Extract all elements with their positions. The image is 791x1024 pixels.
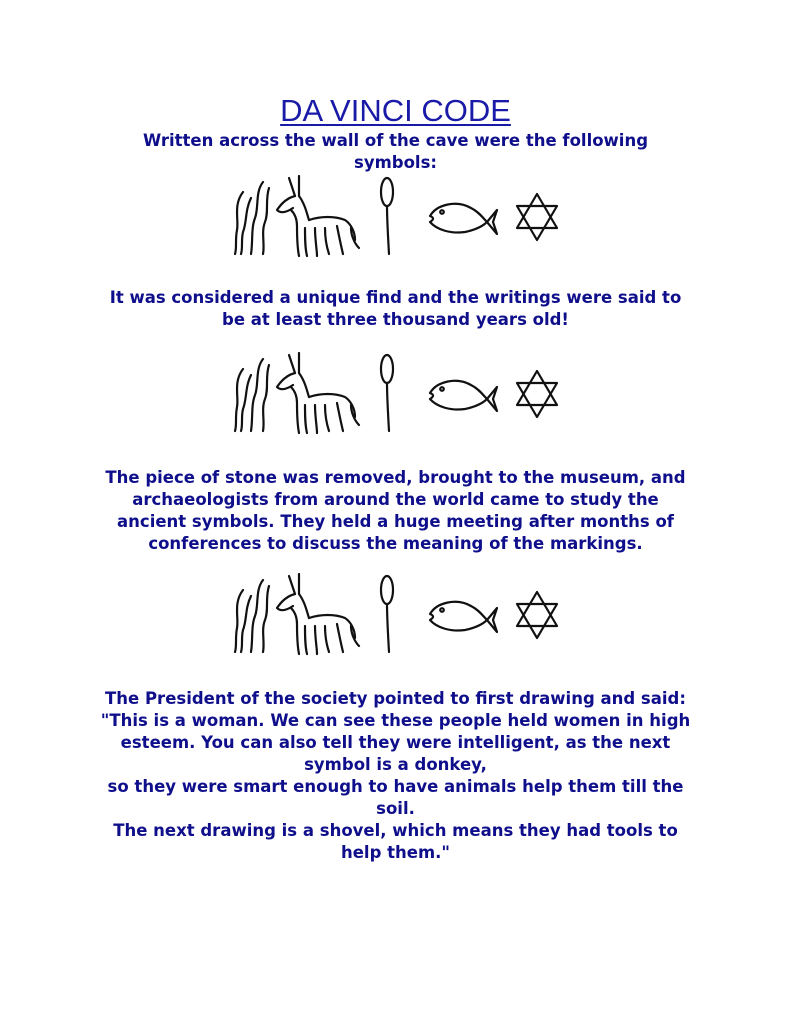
shovel-icon (381, 576, 393, 652)
text-line: soil. (376, 799, 415, 818)
text-line: esteem. You can also tell they were intelligent, as the next (120, 733, 671, 752)
text-line: conferences to discuss the meaning of the markings. (148, 534, 643, 553)
page-title: DA VINCI CODE (280, 93, 511, 128)
donkey-icon (277, 574, 359, 654)
text-line: It was considered a unique find and the writings were said to (109, 288, 682, 307)
text-line: The piece of stone was removed, brought to the museum, and (105, 468, 686, 487)
shovel-icon (381, 178, 393, 254)
shovel-icon (381, 355, 393, 431)
symbol-row-3 (225, 568, 570, 663)
symbol-row-1 (225, 170, 570, 265)
text-line: help them." (340, 843, 451, 862)
text-line: symbol is a donkey, (304, 755, 487, 774)
text-line: "This is a woman. We can see these people held women in high (100, 711, 691, 730)
fish-icon (430, 602, 497, 632)
text-line: Written across the wall of the cave were the following symbols: (142, 131, 649, 172)
text-line: be at least three thousand years old! (222, 310, 569, 329)
museum-paragraph (100, 467, 691, 555)
donkey-icon (277, 353, 359, 433)
text-line: The next drawing is a shovel, which means they had tools to (113, 821, 678, 840)
discovery-paragraph (100, 287, 691, 331)
star-of-david-icon (517, 371, 557, 417)
president-paragraph (100, 688, 691, 864)
donkey-icon (277, 176, 359, 256)
intro-paragraph (100, 130, 691, 174)
symbol-row-2 (225, 347, 570, 442)
star-of-david-icon (517, 194, 557, 240)
text-line: archaeologists from around the world came to study the (132, 490, 659, 509)
fish-icon (430, 381, 497, 411)
star-of-david-icon (517, 592, 557, 638)
woman-icon (235, 580, 269, 652)
text-line: The President of the society pointed to first drawing and said: (105, 689, 686, 708)
woman-icon (235, 359, 269, 431)
text-line: ancient symbols. They held a huge meeting after months of (117, 512, 674, 531)
fish-icon (430, 204, 497, 234)
woman-icon (235, 182, 269, 254)
text-line: so they were smart enough to have animals help them till the (107, 777, 684, 796)
